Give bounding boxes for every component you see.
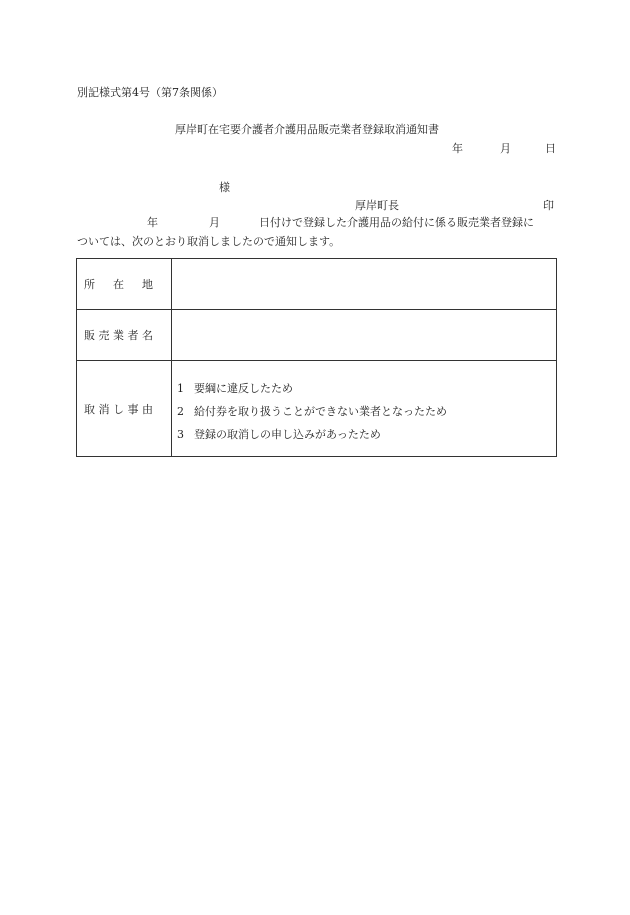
- location-label-cell: [77, 259, 171, 309]
- vendor-label-cell: [77, 310, 171, 360]
- reason-item: [177, 426, 381, 442]
- notice-details-table: [76, 258, 557, 457]
- issue-date-year: 年: [452, 142, 463, 155]
- seal-mark: 印: [543, 199, 554, 212]
- location-label: 所 在 地: [84, 278, 153, 291]
- body-line1-rest: 日付けで登録した介護用品の給付に係る販売業者登録に: [259, 216, 534, 229]
- reason-text: 給付券を取り扱うことができない業者となったため: [194, 405, 447, 418]
- table-row-reason: [77, 361, 556, 456]
- issue-date-month: 月: [500, 142, 511, 155]
- table-row-location: [77, 259, 556, 310]
- addressee-suffix: 様: [219, 181, 230, 194]
- location-value: [172, 259, 556, 309]
- reason-number: 3: [177, 428, 184, 441]
- reason-label-cell: [77, 361, 171, 456]
- body-registration-month: 月: [209, 216, 220, 229]
- reason-number: 1: [177, 382, 184, 395]
- body-text-line-2: ついては、次のとおり取消しましたので通知します。: [77, 235, 341, 248]
- issue-date-day: 日: [545, 142, 556, 155]
- reason-item: [177, 380, 293, 396]
- reason-number: 2: [177, 405, 184, 418]
- reason-list: [172, 361, 556, 456]
- form-number: 別記様式第4号（第7条関係）: [77, 86, 223, 99]
- body-registration-year: 年: [147, 216, 158, 229]
- issuer-name: 厚岸町長: [355, 199, 399, 212]
- reason-item: [177, 403, 447, 419]
- vendor-label: 販 売 業 者 名: [84, 329, 153, 342]
- document-title: 厚岸町在宅要介護者介護用品販売業者登録取消通知書: [175, 123, 439, 136]
- reason-text: 登録の取消しの申し込みがあったため: [194, 428, 381, 441]
- reason-label: 取 消 し 事 由: [84, 402, 153, 416]
- reason-text: 要綱に違反したため: [194, 382, 293, 395]
- vendor-value: [172, 310, 556, 360]
- table-row-vendor: [77, 310, 556, 361]
